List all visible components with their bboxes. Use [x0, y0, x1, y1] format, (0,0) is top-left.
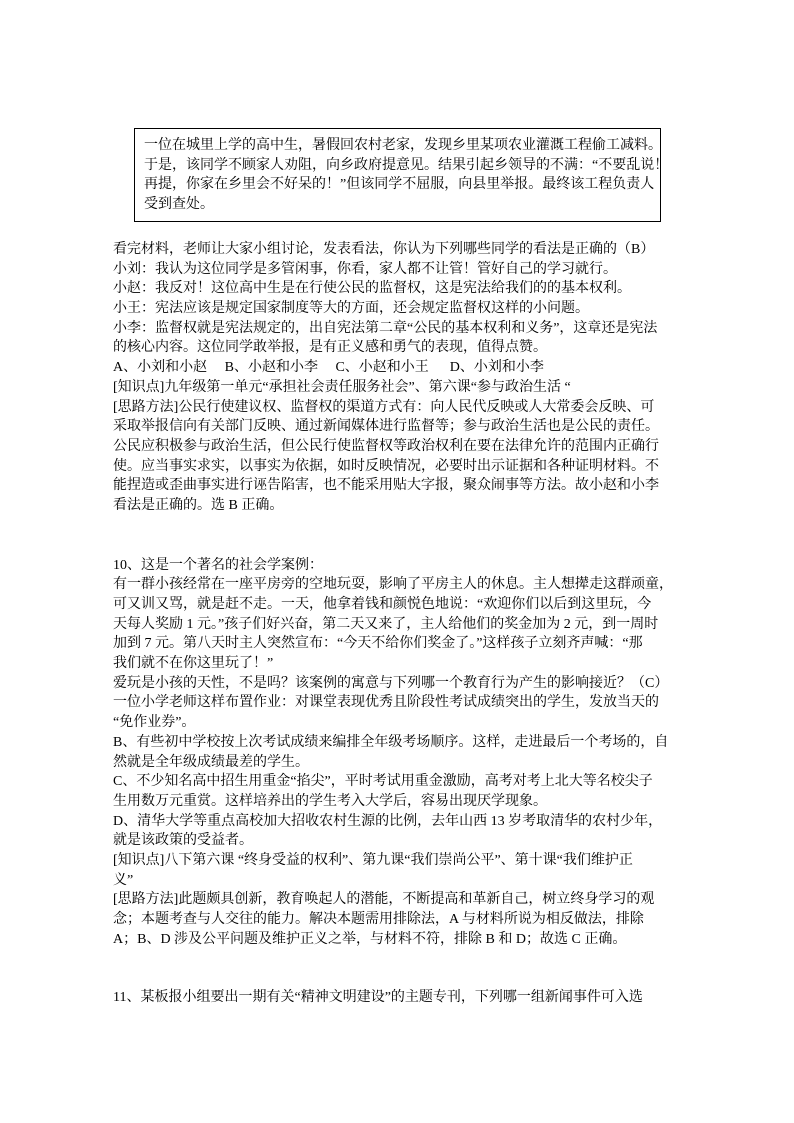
- text-line: [思路方法]公民行使建议权、监督权的渠道方式有：向人民代反映或人大常委会反映、可: [113, 399, 655, 415]
- text-line: 就是该政策的受益者。: [113, 833, 253, 849]
- document-content: [113, 128, 683, 1008]
- text-line: A、小刘和小赵 B、小赵和小李 C、小赵和小王 D、小刘和小李: [113, 360, 544, 376]
- text-line: 能捏造或歪曲事实进行诬告陷害，也不能采用贴大字报，聚众闹事等方法。故小赵和小李: [113, 478, 659, 494]
- text-line: 小李：监督权就是宪法规定的，出自宪法第二章“公民的基本权利和义务”，这章还是宪法: [113, 320, 658, 336]
- text-line: 一位小学老师这样布置作业：对课堂表现优秀且阶段性考试成绩突出的学生，发放当天的: [113, 695, 659, 711]
- text-line: [知识点]九年级第一单元“承担社会责任服务社会”、第六课“参与政治生活 “: [113, 379, 571, 395]
- text-line: [思路方法]此题颇具创新，教育唤起人的潜能，不断提高和革新自己，树立终身学习的观: [113, 892, 655, 908]
- text-line: 的核心内容。这位同学敢举报，是有正义感和勇气的表现，值得点赞。: [113, 340, 547, 356]
- text-line: 小赵：我反对！这位高中生是在行使公民的监督权，这是宪法给我们的的基本权利。: [113, 281, 631, 297]
- text-line: 于是，该同学不顾家人劝阻，向乡政府提意见。结果引起乡领导的不满：“不要乱说！: [144, 157, 669, 173]
- text-line: C、不少知名高中招生用重金“掐尖”，平时考试用重金激励，高考对考上北大等名校尖子: [113, 774, 653, 790]
- text-line: 爱玩是小孩的天性，不是吗？该案例的寓意与下列哪一个教育行为产生的影响接近？（C）: [113, 675, 669, 691]
- text-line: 受到查处。: [144, 196, 214, 212]
- text-line: 小刘：我认为这位同学是多管闲事，你看，家人都不让管！管好自己的学习就行。: [113, 261, 617, 277]
- text-line: 念；本题考查与人交往的能力。解决本题需用排除法，A 与材料所说为相反做法，排除: [113, 912, 644, 927]
- text-line: 公民应积极参与政治生活，但公民行使监督权等政治权利在要在法律允许的范围内正确行: [113, 438, 659, 454]
- text-line: 使。应当事实求实，以事实为依据，如时反映情况，必要时出示证据和各种证明材料。不: [113, 458, 659, 474]
- text-line: 可又训又骂，就是赶不走。一天，他拿着钱和颜悦色地说：“欢迎你们以后到这里玩，今: [113, 597, 652, 612]
- text-line: 然就是全年级成绩最差的学生。: [113, 754, 309, 770]
- text-line: 生用数万元重赏。这样培养出的学生考入大学后，容易出现厌学现象。: [113, 793, 547, 809]
- text-line: 看完材料，老师让大家小组讨论，发表看法，你认为下列哪些同学的看法是正确的（B）: [113, 242, 655, 257]
- text-line: [知识点]八下第六课 “终身受益的权利”、第九课“我们崇尚公平”、第十课“我们维护正: [113, 852, 633, 868]
- question-9-discussion-block: [113, 240, 683, 516]
- text-line: 采取举报信向有关部门反映、通过新闻媒体进行监督等；参与政治生活也是公民的责任。: [113, 419, 659, 435]
- text-line: 义”: [113, 872, 134, 888]
- text-line: 再提，你家在乡里会不好呆的！”但该同学不屈服，向县里举报。最终该工程负责人: [144, 177, 655, 192]
- text-line: 加到 7 元。第八天时主人突然宣布：“今天不给你们奖金了。”这样孩子立刻齐声喊：“那: [113, 636, 643, 652]
- text-line: 我们就不在你这里玩了！”: [113, 656, 274, 672]
- question-11-heading: [113, 988, 683, 1008]
- text-line: 看法是正确的。选 B 正确。: [113, 497, 284, 513]
- text-line: 一位在城里上学的高中生，暑假回农村老家，发现乡里某项农业灌溉工程偷工减料。: [144, 138, 662, 153]
- text-line: “免作业券”。: [113, 715, 196, 731]
- text-line: 小王：宪法应该是规定国家制度等大的方面，还会规定监督权这样的小问题。: [113, 301, 589, 317]
- text-line: 11、某板报小组要出一期有关“精神文明建设”的主题专刊，下列哪一组新闻事件可入选: [113, 990, 643, 1006]
- text-line: 天每人奖励 1 元。”孩子们好兴奋，第二天又来了，主人给他们的奖金加为 2 元，到一周时: [113, 616, 659, 632]
- text-line: 10、这是一个著名的社会学案例：: [113, 557, 323, 573]
- material-quote-box: [134, 128, 669, 222]
- text-line: 有一群小孩经常在一座平房旁的空地玩耍，影响了平房主人的休息。主人想撵走这群顽童，: [113, 577, 673, 593]
- text-line: D、清华大学等重点高校加大招收农村生源的比例，去年山西 13 岁考取清华的农村少年，: [113, 813, 663, 829]
- text-line: B、有些初中学校按上次考试成绩来编排全年级考场顺序。这样，走进最后一个考场的，自: [113, 734, 669, 750]
- question-10-block: [113, 556, 683, 950]
- text-line: A；B、D 涉及公平问题及维护正义之举，与材料不符，排除 B 和 D；故选 C 正确。: [113, 931, 627, 947]
